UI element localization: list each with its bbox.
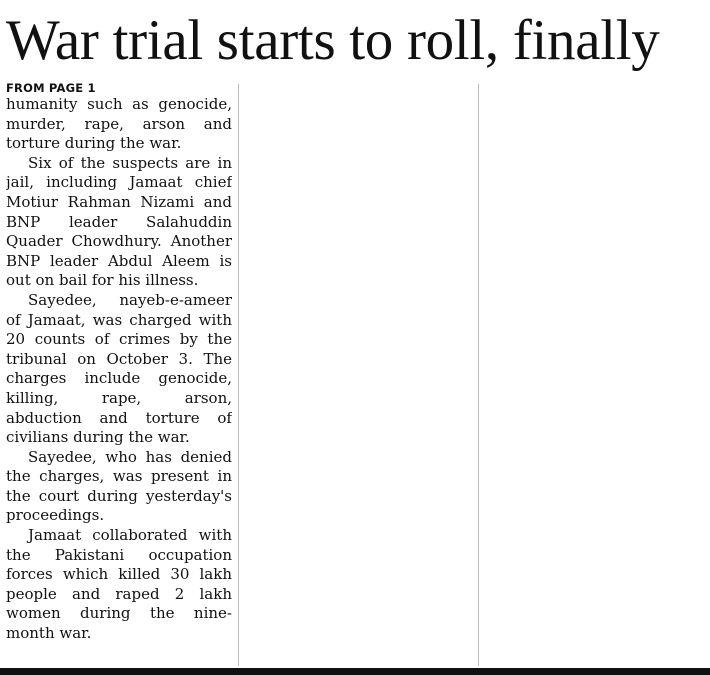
article-paragraph: Jamaat collaborated with the Pakistani occupation forces which killed 30 lakh people and raped 2 lakh women during the nine-month war.	[6, 526, 232, 643]
article-column-2	[245, 82, 467, 668]
article-paragraph: Sayedee, nayeb-e-ameer of Jamaat, was charged with 20 counts of crimes by the tribunal on October 3. The charges include genocide, killing, rape, arson, abduction and torture of civilians during the war.	[6, 290, 232, 447]
article-paragraph: Six of the suspects are in jail, including Jamaat chief Motiur Rahman Nizami and BNP leader Salahuddin Quader Chowdhury. Another BNP leader Abdul Aleem is out on bail for his illness.	[6, 153, 232, 290]
article-paragraph: Sayedee, who has denied the charges, was present in the court during yesterday's proceedings.	[6, 447, 232, 525]
headline: War trial starts to roll, finally	[6, 9, 660, 72]
bottom-rule	[0, 668, 710, 675]
article-column-1	[6, 82, 232, 668]
column-divider	[478, 84, 479, 666]
article-paragraph: humanity such as genocide, murder, rape, arson and torture during the war.	[6, 95, 232, 153]
kicker: FROM PAGE 1	[6, 82, 96, 95]
column-divider	[238, 84, 239, 666]
article-column-3	[486, 82, 706, 668]
